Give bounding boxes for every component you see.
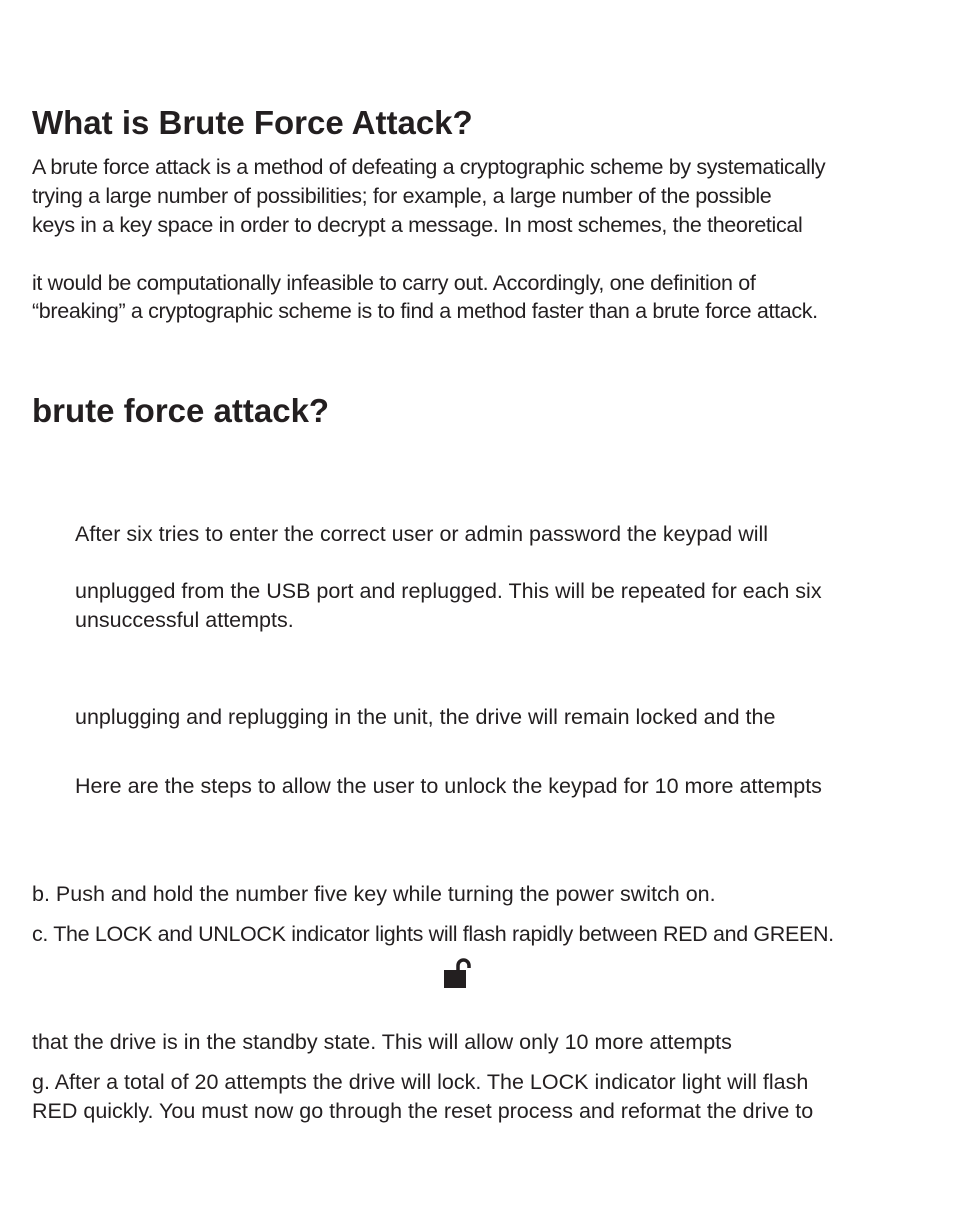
unlocked-padlock-icon (443, 958, 479, 990)
step-g-line: g. After a total of 20 attempts the drive will lock. The LOCK indicator light will flash (32, 1070, 809, 1094)
indented-paragraph-line: Here are the steps to allow the user to unlock the keypad for 10 more attempts (75, 774, 822, 798)
step-g-line: RED quickly. You must now go through the reset process and reformat the drive to (32, 1099, 814, 1123)
indented-paragraph-line: After six tries to enter the correct user or admin password the keypad will (75, 522, 769, 546)
section-heading-brute-force-attack: brute force attack? (32, 392, 330, 429)
indented-paragraph-line: unsuccessful attempts. (75, 608, 294, 632)
section-heading-what-is-brute-force: What is Brute Force Attack? (32, 104, 473, 141)
step-c: c. The LOCK and UNLOCK indicator lights will flash rapidly between RED and GREEN. (32, 922, 834, 946)
step-b: b. Push and hold the number five key while turning the power switch on. (32, 882, 716, 906)
paragraph-line: keys in a key space in order to decrypt a message. In most schemes, the theoretical (32, 213, 803, 237)
indented-paragraph-line: unplugged from the USB port and replugged. This will be repeated for each six (75, 579, 822, 603)
indented-paragraph-line: unplugging and replugging in the unit, the drive will remain locked and the (75, 705, 776, 729)
paragraph-line: A brute force attack is a method of defeating a cryptographic scheme by systematically (32, 155, 826, 179)
standby-note: that the drive is in the standby state. This will allow only 10 more attempts (32, 1030, 732, 1054)
paragraph-line: “breaking” a cryptographic scheme is to find a method faster than a brute force attack. (32, 299, 818, 323)
paragraph-line: it would be computationally infeasible to carry out. Accordingly, one definition of (32, 271, 756, 295)
paragraph-line: trying a large number of possibilities; for example, a large number of the possible (32, 184, 772, 208)
